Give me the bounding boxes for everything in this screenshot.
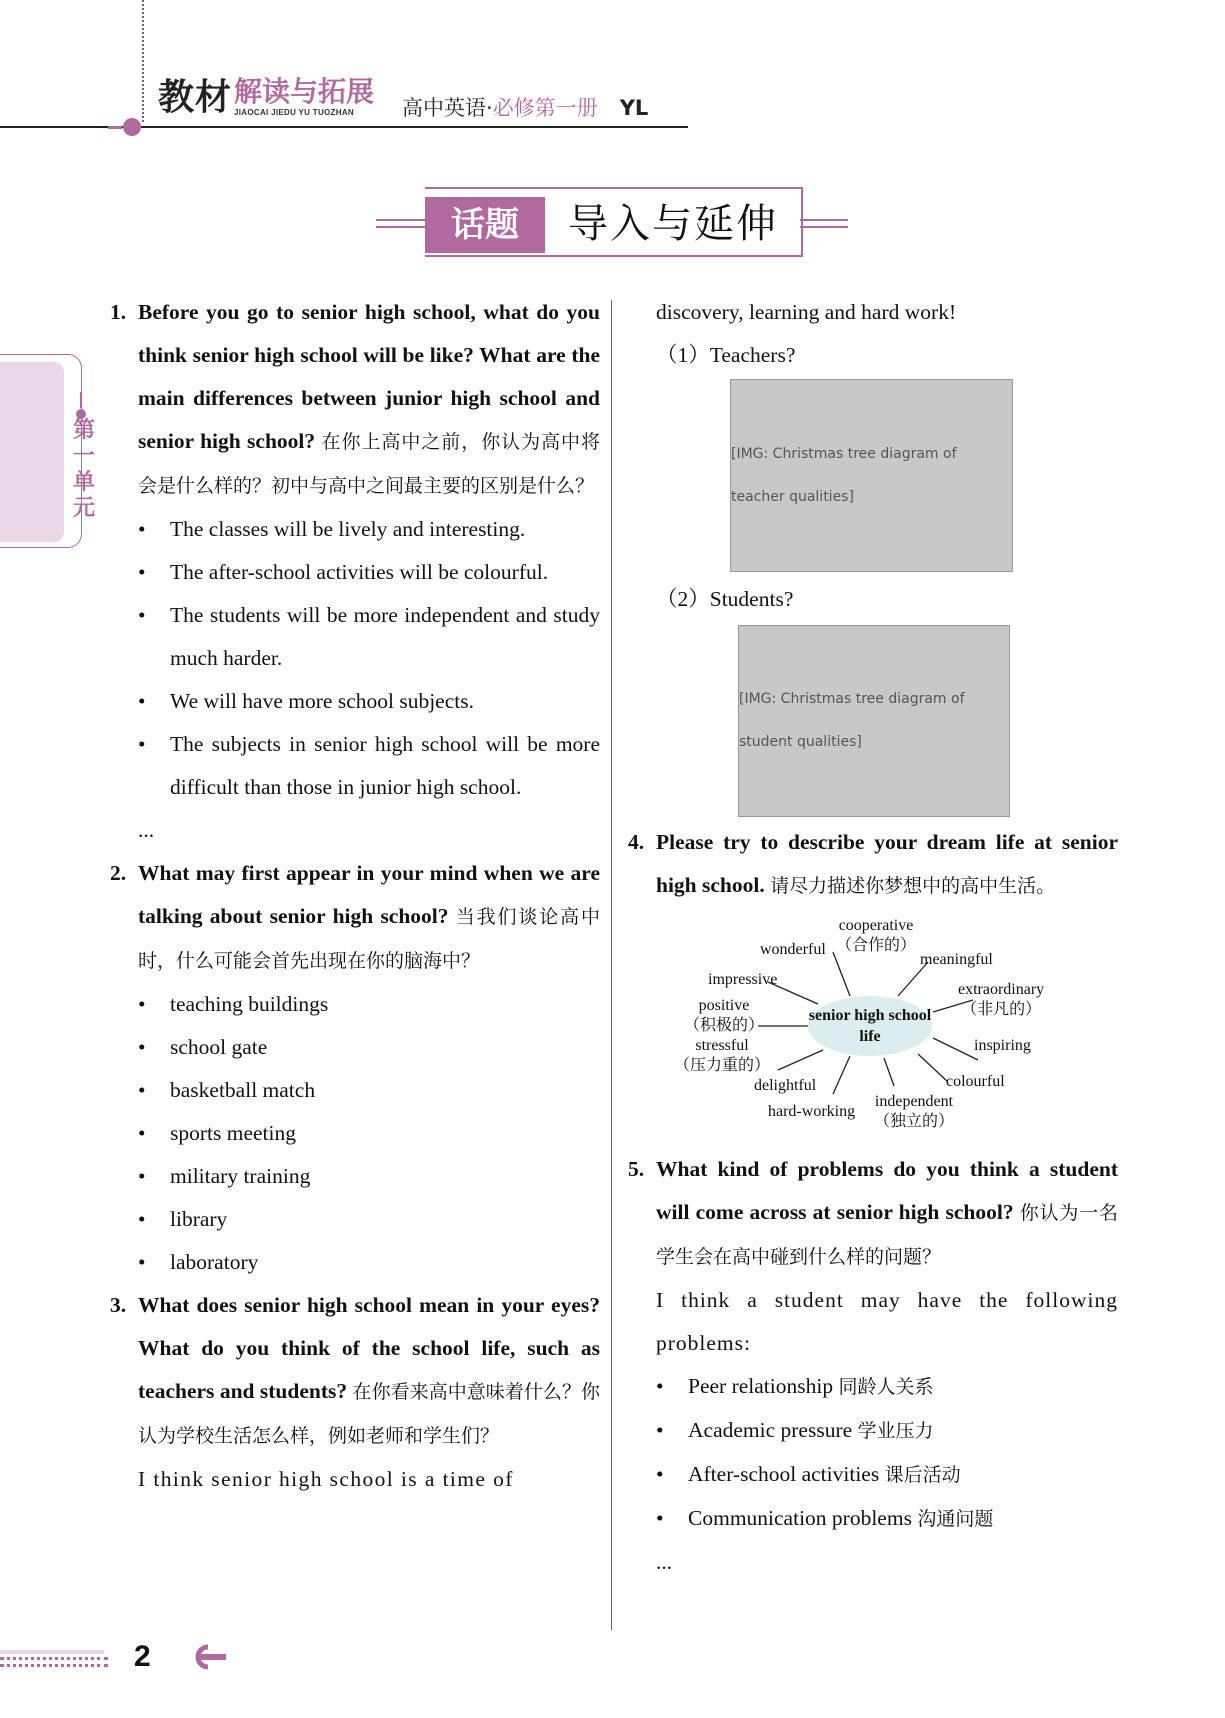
title-tag: 话题 xyxy=(425,197,545,253)
mind-word-hard-working: hard-working xyxy=(768,1103,856,1120)
list-item xyxy=(656,1453,1118,1497)
word-en: independent xyxy=(874,1093,954,1110)
connector-line xyxy=(933,1038,978,1060)
book-dot: · xyxy=(486,96,493,120)
section-title: 导入与延伸 xyxy=(568,201,778,247)
mind-map xyxy=(628,912,1118,1142)
item-en: Peer relationship xyxy=(688,1374,834,1398)
item-cn: 学业压力 xyxy=(857,1420,934,1442)
mind-word-wonderful: wonderful xyxy=(760,941,826,958)
item-cn: 同龄人关系 xyxy=(838,1376,934,1398)
mind-word-colourful: colourful xyxy=(946,1073,1005,1090)
word-cn: （积极的） xyxy=(684,1015,765,1034)
series-logo xyxy=(158,76,374,118)
mind-word-positive xyxy=(684,996,764,1035)
list-item: • The after-school activities will be colourful. xyxy=(138,551,600,594)
item-en: Communication problems xyxy=(688,1506,912,1530)
mind-word-independent xyxy=(874,1092,954,1131)
book-volume: 必修第一册 xyxy=(492,96,598,120)
word-cn: （合作的） xyxy=(836,935,917,954)
book-subject: 高中英语 xyxy=(402,96,486,120)
question-number: 4. xyxy=(628,830,645,854)
unit-side-tab-fill xyxy=(0,362,64,542)
question-1 xyxy=(110,291,600,508)
list-item: • The classes will be lively and interesting. xyxy=(138,508,600,551)
header-rule xyxy=(0,126,688,128)
question-5 xyxy=(628,1148,1118,1279)
list-item: • The students will be more independent and study much harder. xyxy=(138,594,600,680)
question-text-cn: 在你上高中之前，你认为高中将会是什么样的？初中与高中之间最主要的区别是什么？ xyxy=(138,431,600,497)
mind-word-impressive: impressive xyxy=(708,971,778,988)
students-tree-image: [IMG: Christmas tree diagram of student qualities] xyxy=(738,625,1010,817)
header-divider xyxy=(142,0,144,122)
item-cn: 课后活动 xyxy=(884,1464,961,1486)
question-number: 3. xyxy=(110,1293,127,1317)
ellipsis: ... xyxy=(138,818,155,842)
question-number: 1. xyxy=(110,300,127,324)
mind-map-center: senior high school life xyxy=(808,996,932,1056)
page-plug-icon xyxy=(182,1643,230,1671)
problem-list xyxy=(628,1365,1118,1541)
answer-list xyxy=(110,508,600,809)
mind-word-inspiring: inspiring xyxy=(974,1037,1031,1054)
question-text: What kind of problems do you think a student will come across at senior high school? xyxy=(656,1157,1118,1224)
list-item xyxy=(656,1409,1118,1453)
connector-line xyxy=(778,1050,823,1070)
teachers-tree-image: [IMG: Christmas tree diagram of teacher qualities] xyxy=(730,379,1013,572)
item-en: After-school activities xyxy=(688,1462,880,1486)
word-en: stressful xyxy=(695,1037,749,1054)
list-item: • basketball match xyxy=(138,1069,600,1112)
item-en: Academic pressure xyxy=(688,1418,853,1442)
question-number: 2. xyxy=(110,861,127,885)
right-column xyxy=(628,291,1118,1584)
footer-bar xyxy=(0,1650,104,1654)
question-number: 5. xyxy=(628,1157,645,1181)
book-title xyxy=(402,92,648,122)
connector-line xyxy=(884,1058,894,1086)
plug-icon xyxy=(108,117,144,137)
list-item: • The subjects in senior high school will be more difficult than those in junior high school. xyxy=(138,723,600,809)
answer-text-continued: discovery, learning and hard work! xyxy=(656,300,957,324)
question-text-cn: 请尽力描述你梦想中的高中生活。 xyxy=(770,875,1056,897)
left-column xyxy=(110,291,600,1501)
word-cn: （非凡的） xyxy=(961,999,1042,1018)
list-item: • sports meeting xyxy=(138,1112,600,1155)
word-en: positive xyxy=(698,997,750,1014)
page-number: 2 xyxy=(134,1640,151,1673)
question-text: What does senior high school mean in your eyes? What do you think of the school life, such as teachers and students? xyxy=(138,1293,600,1403)
brand-main: 教材 xyxy=(158,77,233,118)
brand-sub: 解读与拓展 xyxy=(234,75,375,108)
word-cn: （压力重的） xyxy=(674,1055,771,1074)
question-text-cn: 当我们谈论高中时，什么可能会首先出现在你的脑海中？ xyxy=(138,906,600,972)
answer-text: I think a student may have the following problems: xyxy=(656,1288,1118,1355)
list-item: • library xyxy=(138,1198,600,1241)
brand-pinyin: JIAOCAI JIEDU YU TUOZHAN xyxy=(234,108,354,117)
title-deco-right xyxy=(800,219,848,228)
footer-dots xyxy=(0,1657,108,1667)
teachers-label: （1）Teachers? xyxy=(656,343,796,367)
question-3 xyxy=(110,1284,600,1458)
column-divider xyxy=(611,300,612,1630)
word-cn: （独立的） xyxy=(874,1111,955,1130)
students-label: （2）Students? xyxy=(656,587,794,611)
list-item: • We will have more school subjects. xyxy=(138,680,600,723)
answer-text: I think senior high school is a time of xyxy=(138,1467,514,1491)
mind-word-extraordinary xyxy=(958,980,1044,1019)
list-item xyxy=(656,1365,1118,1409)
list-item xyxy=(656,1497,1118,1541)
question-4 xyxy=(628,821,1118,908)
word-en: cooperative xyxy=(838,917,914,934)
word-en: extraordinary xyxy=(958,981,1045,998)
mind-word-stressful xyxy=(674,1036,770,1075)
mind-word-cooperative xyxy=(836,916,916,955)
ellipsis: ... xyxy=(656,1550,673,1574)
mind-word-meaningful: meaningful xyxy=(920,951,993,968)
connector-line xyxy=(833,952,850,996)
answer-list xyxy=(110,983,600,1284)
question-2 xyxy=(110,852,600,983)
list-item: • laboratory xyxy=(138,1241,600,1284)
mind-word-delightful: delightful xyxy=(754,1077,817,1094)
connector-line xyxy=(833,1056,850,1094)
item-cn: 沟通问题 xyxy=(917,1508,994,1530)
question-text-cn: 你认为一名学生会在高中碰到什么样的问题？ xyxy=(656,1202,1118,1268)
question-text: Before you go to senior high school, what do you think senior high school will be like? What are the main differences between junior high school and senior high school? xyxy=(138,300,600,453)
book-edition-code: YL xyxy=(619,96,649,120)
list-item: • teaching buildings xyxy=(138,983,600,1026)
connector-line xyxy=(918,1054,948,1082)
list-item: • school gate xyxy=(138,1026,600,1069)
question-text-cn: 在你看来高中意味着什么？你认为学校生活怎么样，例如老师和学生们？ xyxy=(138,1381,600,1447)
unit-label: 第一单元 xyxy=(72,418,95,521)
question-text: Please try to describe your dream life at senior high school. xyxy=(656,830,1118,897)
question-text: What may first appear in your mind when we are talking about senior high school? xyxy=(138,861,600,928)
list-item: • military training xyxy=(138,1155,600,1198)
